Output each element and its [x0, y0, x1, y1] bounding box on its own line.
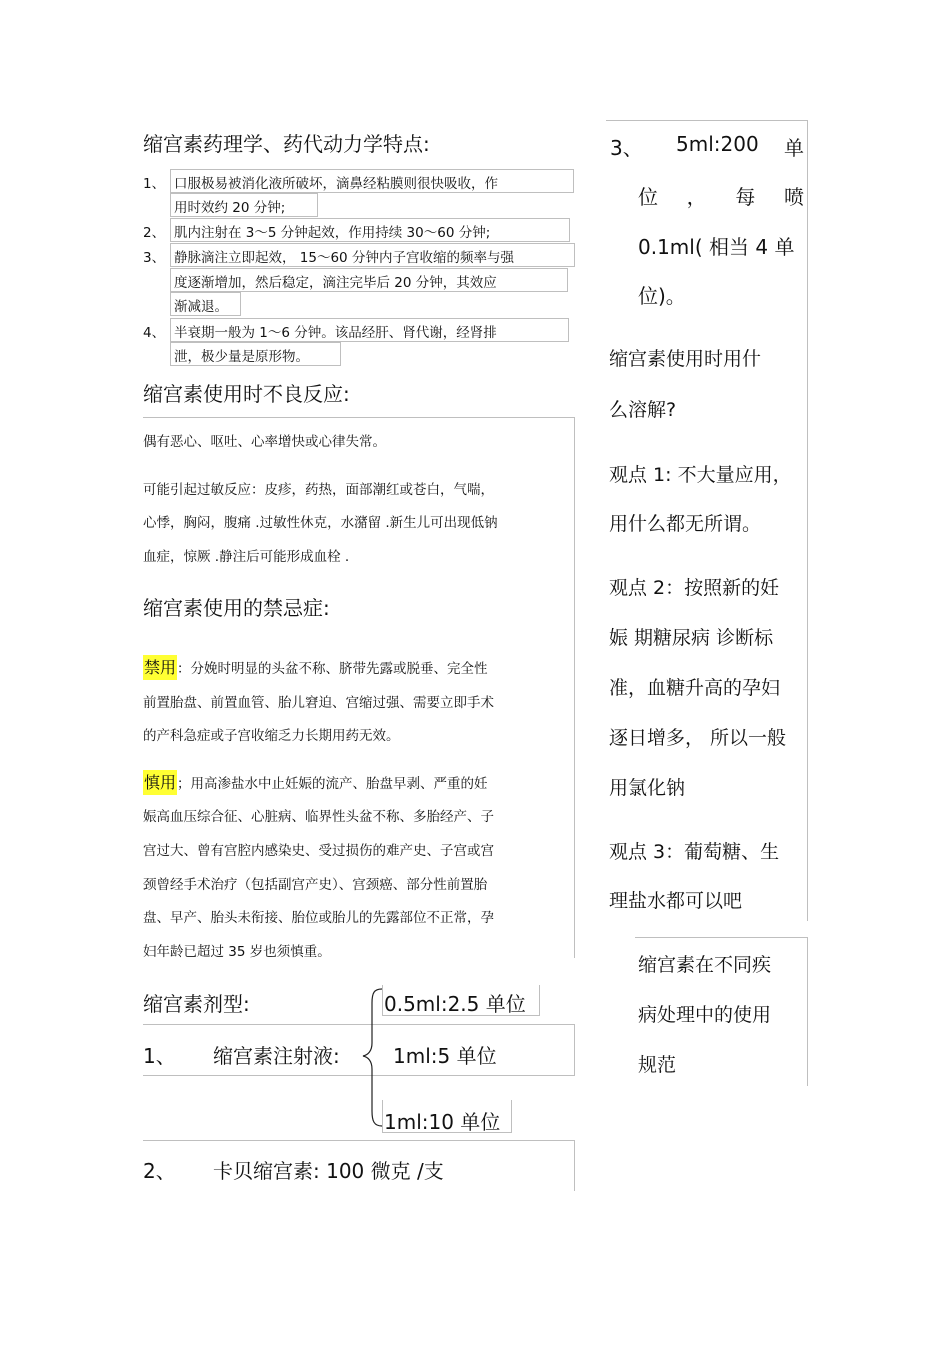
forbid-label: 禁用 — [143, 655, 177, 680]
item-number: 4、 — [143, 325, 166, 341]
adverse-heading: 缩宫素使用时不良反应: — [143, 382, 350, 406]
text-line: 妇年龄已超过 35 岁也须慎重。 — [143, 944, 331, 960]
pharmacology-heading: 缩宫素药理学、药代动力学特点: — [143, 132, 430, 156]
text-segment: 5ml:200 — [676, 132, 759, 156]
text-segment: 喷 — [783, 185, 804, 209]
text-line: 前置胎盘、前置血管、胎儿窘迫、宫缩过强、需要立即手术 — [143, 695, 494, 711]
contraindication-heading: 缩宫素使用的禁忌症: — [143, 596, 330, 620]
text-line: 的产科急症或子宫收缩乏力长期用药无效。 — [143, 728, 400, 744]
text-line: 逐日增多， 所以一般 — [609, 727, 787, 749]
item-text: 肌内注射在 3～5 分钟起效，作用持续 30～60 分钟; — [174, 225, 491, 241]
item-text: 渐减退。 — [174, 299, 228, 315]
text-line: 血症，惊厥 .静注后可能形成血栓 . — [143, 549, 350, 565]
text-line: 心悸，胸闷，腹痛 .过敏性休克，水潴留 .新生儿可出现低钠 — [143, 515, 498, 531]
item-number: 3、 — [610, 136, 643, 160]
text-line: 规范 — [638, 1054, 677, 1076]
text-line — [143, 655, 488, 678]
text-line — [638, 181, 804, 210]
carbetocin-text: 卡贝缩宫素: 100 微克 /支 — [213, 1159, 444, 1183]
item-text: 半衰期一般为 1～6 分钟。该品经肝、肾代谢，经肾排 — [174, 325, 497, 341]
text-line: 0.1ml( 相当 4 单 — [638, 235, 795, 259]
text-line: 观点 3：葡萄糖、生 — [609, 841, 780, 863]
caution-label: 慎用 — [143, 770, 177, 795]
row-frame — [143, 1024, 575, 1076]
item-number: 1、 — [143, 176, 166, 192]
text-line: 理盐水都可以吧 — [609, 890, 743, 912]
text-line: 盘、早产、胎头未衔接、胎位或胎儿的先露部位不正常，孕 — [143, 910, 494, 926]
item-number: 2、 — [143, 225, 166, 241]
item-text: 用时效约 20 分钟; — [174, 200, 286, 216]
item-text: 口服极易被消化液所破坏，滴鼻经粘膜则很快吸收，作 — [174, 176, 498, 192]
injection-label: 缩宫素注射液: — [213, 1044, 340, 1068]
item-number: 1、 — [143, 1044, 176, 1068]
text-segment: ， — [686, 185, 707, 209]
text-line: 娠 期糖尿病 诊断标 — [609, 627, 774, 649]
text-line: 娠高血压综合征、心脏病、临界性头盆不称、多胎经产、子 — [143, 809, 494, 825]
text-line: 用氯化钠 — [609, 777, 686, 799]
item-number: 3、 — [143, 250, 166, 266]
dosage-heading: 缩宫素剂型: — [143, 992, 250, 1016]
text-line: 颈曾经手术治疗（包括副宫产史）、宫颈癌、部分性前置胎 — [143, 877, 488, 893]
text-segment: 位 — [638, 185, 658, 209]
text-line: 病处理中的使用 — [638, 1004, 772, 1026]
item-number: 2、 — [143, 1159, 176, 1183]
text-line: 缩宫素使用时用什 — [609, 348, 762, 370]
spec-1: 0.5ml:2.5 单位 — [384, 992, 526, 1016]
text-line: 位)。 — [638, 284, 686, 308]
text-segment: ：分娩时明显的头盆不称、脐带先露或脱垂、完全性 — [177, 661, 488, 677]
text-line: 可能引起过敏反应：皮疹，药热，面部潮红或苍白，气喘， — [143, 482, 494, 498]
text-segment: 单 — [784, 136, 804, 160]
text-line — [143, 770, 488, 793]
text-line: 宫过大、曾有宫腔内感染史、受过损伤的难产史、子宫或宫 — [143, 843, 494, 859]
text-line: 缩宫素在不同疾 — [638, 954, 772, 976]
item-text: 静脉滴注立即起效， 15～60 分钟内子宫收缩的频率与强 — [174, 250, 514, 266]
item-text: 度逐渐增加，然后稳定，滴注完毕后 20 分钟，其效应 — [174, 275, 497, 291]
adverse-paragraph-1: 偶有恶心、呕吐、心率增快或心律失常。 — [143, 434, 386, 450]
item-text: 泄，极少量是原形物。 — [174, 349, 309, 365]
spec-3: 1ml:10 单位 — [384, 1110, 501, 1134]
text-segment: ；用高渗盐水中止妊娠的流产、胎盘早剥、严重的妊 — [177, 776, 488, 792]
text-line: 准，血糖升高的孕妇 — [609, 677, 781, 699]
spec-2: 1ml:5 单位 — [393, 1044, 497, 1068]
text-line: 观点 2：按照新的妊 — [609, 577, 780, 599]
text-segment: 每 — [735, 185, 756, 209]
text-line: 用什么都无所谓。 — [609, 513, 762, 535]
text-line: 观点 1: 不大量应用， — [609, 464, 792, 486]
text-line: 么溶解? — [609, 399, 677, 421]
